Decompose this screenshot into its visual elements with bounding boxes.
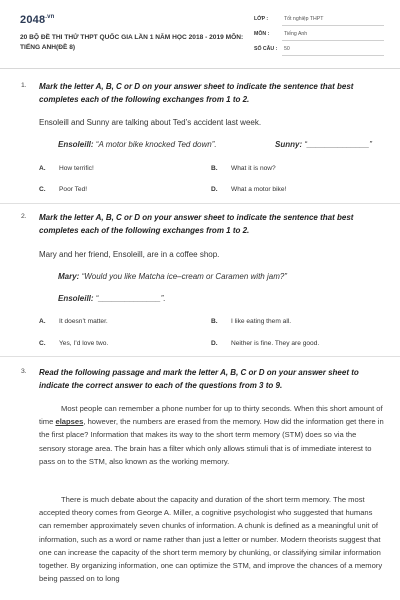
question-divider bbox=[0, 356, 400, 357]
question-instruction: Mark the letter A, B, C or D on your answer sheet to indicate the sentence that best completes each of the following exchanges from 1 to 2. bbox=[39, 213, 354, 235]
exam-title: 20 BỘ ĐỀ THI THỬ THPT QUỐC GIA LẦN 1 NĂM HỌC 2018 - 2019 MÔN: TIẾNG ANH(ĐỀ 8) bbox=[20, 34, 244, 51]
answer-option-b[interactable]: B. What it is now? bbox=[211, 165, 276, 172]
question-instruction: Read the following passage and mark the letter A, B, C or D on your answer sheet to indicate the correct answer to each of the questions from 3 to 9. bbox=[39, 368, 359, 390]
answer-option-c[interactable]: C. Poor Ted! bbox=[39, 186, 88, 193]
question-instruction: Mark the letter A, B, C or D on your answer sheet to indicate the sentence that best completes each of the following exchanges from 1 to 2. bbox=[39, 82, 354, 104]
question-context: Ensoleill and Sunny are talking about Ted’s accident last week. bbox=[39, 118, 262, 127]
passage-paragraph: Most people can remember a phone number for up to thirty seconds. When this short amount of time elapses, however, the numbers are erased from the memory. How did the information get there in the first place? Information that makes its way to the short term memory (STM) does so via the sensory storage area. The brain has a filter which only allows stimuli that is of immediate interest to pass on to the STM, also known as the working memory. bbox=[39, 404, 384, 466]
question-context: Mary and her friend, Ensoleill, are in a coffee shop. bbox=[39, 250, 220, 259]
dialogue-line: Ensoleill: “A motor bike knocked Ted down”. bbox=[58, 140, 217, 149]
answer-option-d[interactable]: D. Neither is fine. They are good. bbox=[211, 340, 320, 347]
page-header bbox=[0, 0, 400, 62]
site-logo[interactable]: $2048^{.vn}$ bbox=[20, 14, 55, 26]
question-number: 3. bbox=[21, 368, 27, 375]
meta-subject: MÔN : Tiếng Anh bbox=[254, 31, 384, 43]
passage-paragraph: There is much debate about the capacity and duration of the short term memory. The most accepted theory comes from George A. Miller, a cognitive psychologist who suggested that humans can remember approximately seven chunks of information. A chunk is defined as a meaningful unit of information, such as a word or name rather than just a letter or number. Modern theorists suggest that one can increase the capacity of the short term memory by chunking, or classifying similar information together. By organizing information, one can optimize the STM, and improve the chances of a memory being passed on to long bbox=[39, 495, 383, 584]
answer-option-c[interactable]: C. Yes, I’d love two. bbox=[39, 340, 109, 347]
dialogue-line: Mary: “Would you like Matcha ice–cream or Caramen with jam?” bbox=[58, 272, 287, 281]
question-number: 1. bbox=[21, 82, 27, 89]
answer-option-d[interactable]: D. What a motor bike! bbox=[211, 186, 287, 193]
dialogue-line: Sunny: “______________” bbox=[275, 140, 372, 149]
question-number: 2. bbox=[21, 213, 27, 220]
dialogue-line: Ensoleill: “______________”. bbox=[58, 294, 166, 303]
answer-option-b[interactable]: B. I like eating them all. bbox=[211, 318, 292, 325]
question-divider bbox=[0, 203, 400, 204]
meta-class: LỚP : Tốt nghiệp THPT bbox=[254, 16, 384, 28]
answer-option-a[interactable]: A. It doesn’t matter. bbox=[39, 318, 108, 325]
header-divider bbox=[0, 68, 400, 69]
underlined-word: elapses bbox=[55, 417, 84, 427]
answer-option-a[interactable]: A. How terrific! bbox=[39, 165, 94, 172]
meta-question-count: SỐ CÂU : 50 bbox=[254, 46, 384, 58]
